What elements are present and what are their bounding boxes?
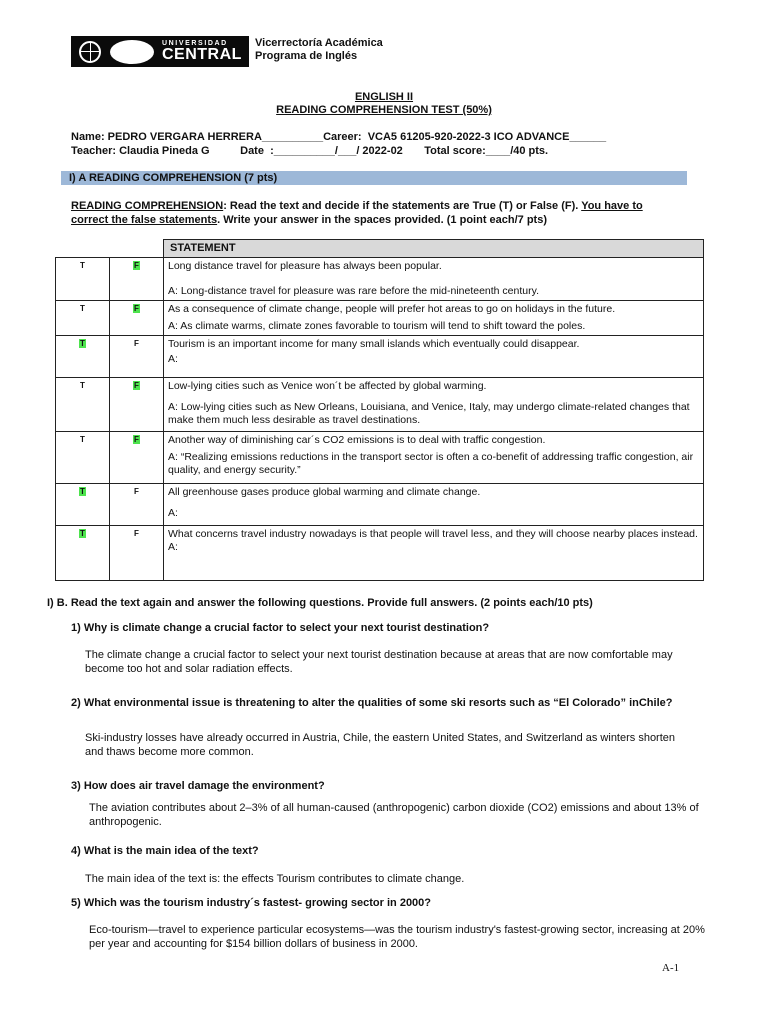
logo-main-text: CENTRAL xyxy=(162,46,242,63)
answer-5: Eco-tourism—travel to experience particular ecosystems—was the tourism industry's fastest-growing sector, increasing at 20% per year and accounting for $154 billion dollars of business in 2000. xyxy=(89,924,705,950)
statement-text: Long distance travel for pleasure has always been popular. xyxy=(168,260,442,272)
office-line-1: Vicerrectoría Académica xyxy=(255,37,383,49)
office-line-2: Programa de Inglés xyxy=(255,50,358,62)
false-marker-selected: F xyxy=(134,381,139,390)
answer-text: A: As climate warms, climate zones favorable to tourism will tend to shift toward the poles. xyxy=(168,320,586,332)
statement-text: What concerns travel industry nowadays is that people will travel less, and they will choose nearby places instead. xyxy=(168,528,698,540)
table-header-row xyxy=(56,240,704,258)
true-marker-selected: T xyxy=(80,339,85,348)
true-marker-selected: T xyxy=(80,529,85,538)
answer-text: A: “Realizing emissions reductions in the transport sector is often a co-benefit of addressing traffic congestion, air quality, and energy security.” xyxy=(168,451,694,476)
page-number: A-1 xyxy=(662,962,680,974)
section-b-heading: I) B. Read the text again and answer the following questions. Provide full answers. (2 points each/10 pts) xyxy=(47,597,593,609)
answer-3: The aviation contributes about 2–3% of all human-caused (anthropogenic) carbon dioxide (CO2) emissions and about 13% of anthropogenic. xyxy=(89,802,699,828)
true-marker: T xyxy=(80,304,85,313)
answer-1: The climate change a crucial factor to select your next tourist destination because at areas that are now comfortable may become too hot and solar radiation effects. xyxy=(85,649,673,675)
instructions-underlined: You have to correct the false statements xyxy=(71,200,643,226)
table-row xyxy=(56,378,704,432)
true-marker-selected: T xyxy=(80,487,85,496)
question-4: 4) What is the main idea of the text? xyxy=(71,845,259,857)
table-row xyxy=(56,336,704,378)
answer-text: A: xyxy=(168,507,178,519)
office-name xyxy=(255,37,383,63)
statement-text: Another way of diminishing car´s CO2 emissions is to deal with traffic congestion. xyxy=(168,434,546,446)
true-false-table xyxy=(55,239,704,581)
instructions-text-2: . Write your answer in the spaces provided. (1 point each/7 pts) xyxy=(217,214,548,226)
instructions-label: READING COMPREHENSION xyxy=(71,200,224,212)
logo-top-text: UNIVERSIDAD xyxy=(162,40,228,47)
false-marker: F xyxy=(134,529,139,538)
table-row xyxy=(56,301,704,336)
university-logo xyxy=(71,36,249,67)
test-title: READING COMPREHENSION TEST (50%) xyxy=(276,104,492,116)
student-info-line-2: Teacher: Claudia Pineda G Date :__________/___/ 2022-02 Total score:____/40 pts. xyxy=(71,145,549,157)
answer-4: The main idea of the text is: the effects Tourism contributes to climate change. xyxy=(85,873,465,885)
table-row xyxy=(56,484,704,526)
statement-text: As a consequence of climate change, people will prefer hot areas to go on holidays in the future. xyxy=(168,303,616,315)
section-a-heading: I) A READING COMPREHENSION (7 pts) xyxy=(61,171,687,185)
answer-text: A: Low-lying cities such as New Orleans, Louisiana, and Venice, Italy, may undergo climate-related changes that make them much less desirable as travel destinations. xyxy=(168,401,690,426)
true-marker: T xyxy=(80,381,85,390)
statement-header: STATEMENT xyxy=(164,240,704,258)
oval-emblem-icon xyxy=(110,40,154,64)
student-info-line-1: Name: PEDRO VERGARA HERRERA__________Career: VCA5 61205-920-2022-3 ICO ADVANCE______ xyxy=(71,131,607,143)
answer-text: A: Long-distance travel for pleasure was rare before the mid-nineteenth century. xyxy=(168,285,540,297)
question-3: 3) How does air travel damage the environment? xyxy=(71,780,325,792)
answer-text: A: xyxy=(168,353,178,365)
false-marker-selected: F xyxy=(134,304,139,313)
table-row xyxy=(56,432,704,484)
table-row xyxy=(56,258,704,301)
section-a-instructions xyxy=(71,199,683,227)
question-5: 5) Which was the tourism industry´s fastest- growing sector in 2000? xyxy=(71,897,432,909)
false-marker: F xyxy=(134,487,139,496)
globe-icon xyxy=(79,41,101,63)
instructions-text-1: : Read the text and decide if the statements are True (T) or False (F). xyxy=(223,200,582,212)
true-marker: T xyxy=(80,435,85,444)
true-marker: T xyxy=(80,261,85,270)
logo-wordmark xyxy=(162,40,242,63)
answer-2: Ski-industry losses have already occurred in Austria, Chile, the eastern United States, and Switzerland as winters shorten and thaws become more common. xyxy=(85,732,676,758)
table-row xyxy=(56,526,704,581)
false-marker-selected: F xyxy=(134,435,139,444)
false-marker-selected: F xyxy=(134,261,139,270)
statement-text: All greenhouse gases produce global warming and climate change. xyxy=(168,486,481,498)
statement-text: Tourism is an important income for many small islands which eventually could disappear. xyxy=(168,338,580,350)
question-1: 1) Why is climate change a crucial factor to select your next tourist destination? xyxy=(71,622,490,634)
course-title: ENGLISH II xyxy=(354,91,414,103)
statement-text: Low-lying cities such as Venice won´t be affected by global warming. xyxy=(168,380,487,392)
answer-text: A: xyxy=(168,541,178,553)
false-marker: F xyxy=(134,339,139,348)
question-2: 2) What environmental issue is threatening to alter the qualities of some ski resorts such as “El Colorado” inChile? xyxy=(71,697,673,709)
